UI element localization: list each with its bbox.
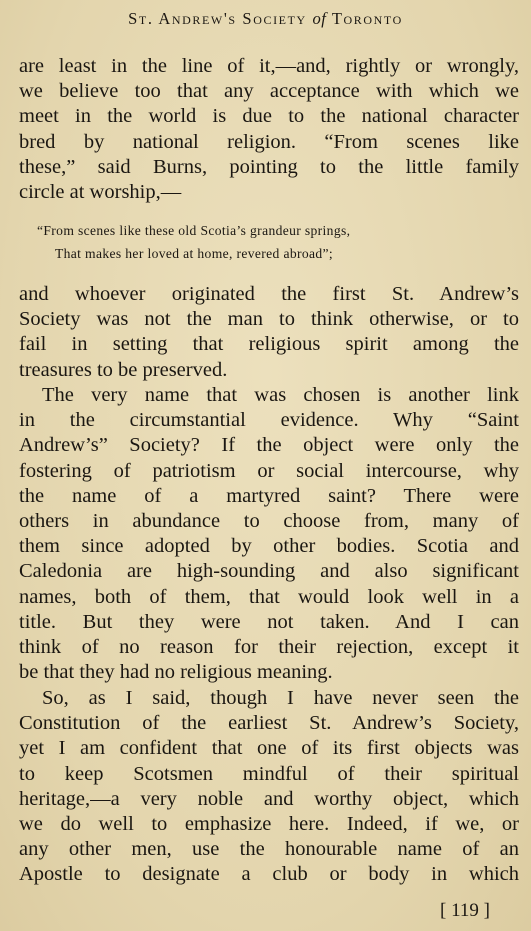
paragraph-1 (19, 54, 519, 205)
text-line: Apostle to designate a club or body in which (19, 863, 519, 886)
text-line: bred by national religion. “From scenes like (19, 130, 519, 153)
running-head (0, 9, 531, 29)
text-line: circle at worship,— (19, 181, 182, 204)
text-line: names, both of them, that would look well in a (19, 585, 519, 608)
text-line: meet in the world is due to the national character (19, 105, 519, 128)
running-head-place: Toronto (331, 9, 403, 28)
text-line: fail in setting that religious spirit among the (19, 333, 519, 356)
quote-line: “From scenes like these old Scotia’s grandeur springs, (37, 223, 351, 238)
paragraph-3 (19, 383, 519, 685)
text-line: be that they had no religious meaning. (19, 661, 333, 684)
text-line: Caledonia are high-sounding and also significant (19, 560, 519, 583)
text-line: yet I am confident that one of its first objects was (19, 737, 519, 760)
burns-quotation (37, 219, 497, 265)
text-line: we believe too that any acceptance with which we (19, 80, 519, 103)
text-line: Andrew’s” Society? If the object were only the (19, 434, 519, 457)
text-line: The very name that was chosen is another link (42, 384, 519, 406)
text-line: any other men, use the honourable name of an (19, 838, 519, 861)
text-line: title. But they were not taken. And I can (19, 610, 519, 633)
text-line: these,” said Burns, pointing to the little family (19, 155, 519, 178)
paragraph-4 (19, 686, 519, 888)
text-line: heritage,—a very noble and worthy object, which (19, 787, 519, 810)
text-line: others in abundance to choose from, many of (19, 510, 519, 533)
paragraph-2 (19, 282, 519, 383)
text-line: are least in the line of it,—and, rightly or wrongly, (19, 55, 519, 77)
running-head-of: of (312, 9, 327, 28)
text-line: in the circumstantial evidence. Why “Saint (19, 409, 519, 432)
text-line: we do well to emphasize here. Indeed, if we, or (19, 813, 519, 836)
text-line: and whoever originated the first St. Andrew’s (19, 283, 519, 305)
quote-line: That makes her loved at home, revered abroad”; (55, 246, 334, 261)
text-line: fostering of patriotism or social intercourse, why (19, 459, 519, 482)
text-line: So, as I said, though I have never seen the (42, 687, 519, 709)
page-number: [ 119 ] (440, 900, 490, 921)
text-line: to keep Scotsmen mindful of their spiritual (19, 762, 519, 785)
text-line: treasures to be preserved. (19, 358, 228, 381)
text-line: the name of a martyred saint? There were (19, 484, 519, 507)
text-line: them since adopted by other bodies. Scotia and (19, 535, 519, 558)
text-line: Society was not the man to think otherwise, or to (19, 308, 519, 331)
text-line: think of no reason for their rejection, except it (19, 636, 519, 659)
text-line: Constitution of the earliest St. Andrew’s Society, (19, 712, 519, 735)
running-head-title: St. Andrew's Society (128, 9, 307, 28)
